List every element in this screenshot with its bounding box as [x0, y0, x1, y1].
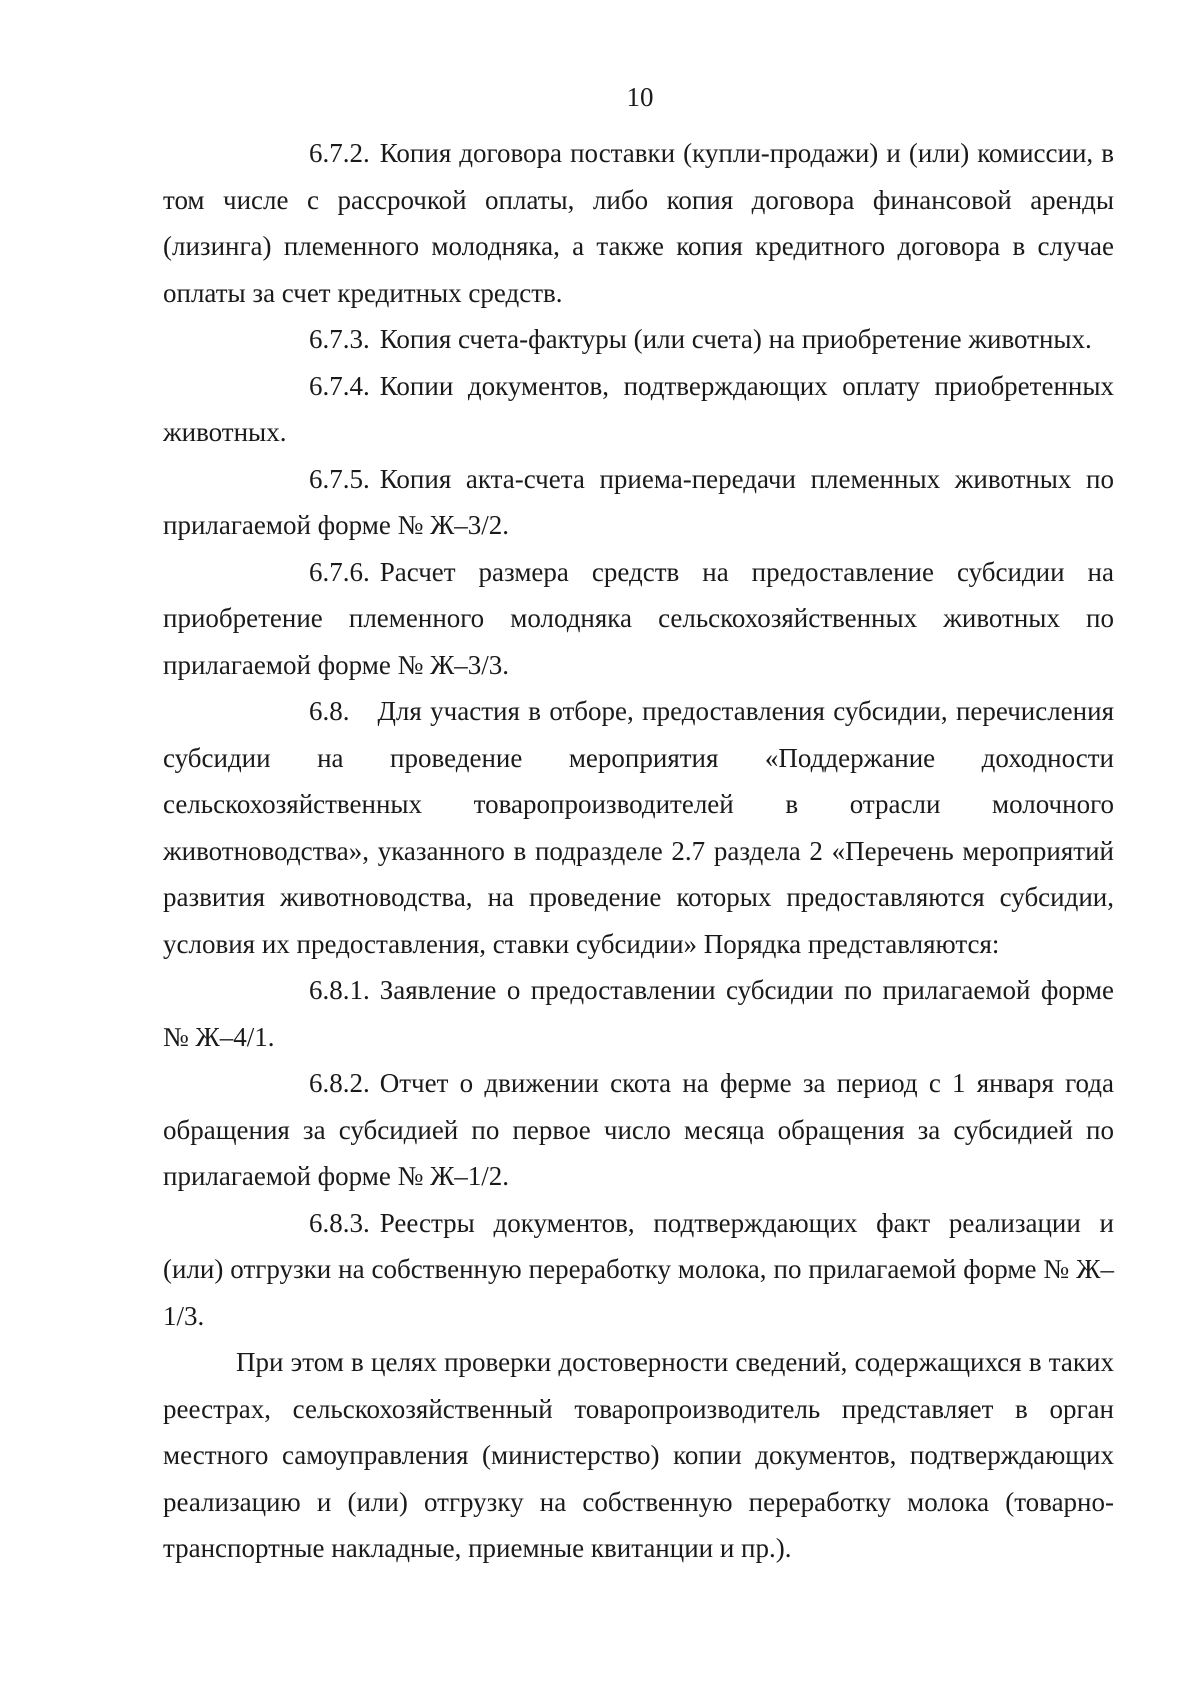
paragraph-6-7-3: [163, 316, 1114, 363]
paragraph-6-7-4: [163, 363, 1114, 456]
paragraph-number: 6.7.4.: [309, 370, 370, 401]
paragraph-text: Реестры документов, подтверждающих факт реализации и (или) отгрузки на собственную переработку молока, по прилагаемой форме № Ж–1/3.: [163, 1207, 1114, 1331]
paragraph-text: Копия договора поставки (купли-продажи) и (или) комиссии, в том числе с рассрочкой оплаты, либо копия договора финансовой аренды (лизинга) племенного молодняка, а также копия кредитного договора в случае оплаты за счет кредитных средств.: [163, 138, 1114, 308]
paragraph-text: Для участия в отборе, предоставления субсидии, перечисления субсидии на проведение мероприятия «Поддержание доходности сельскохозяйственных товаропроизводителей в отрасли молочного животноводства», указанного в подразделе 2.7 раздела 2 «Перечень мероприятий развития животноводства, на проведение которых предоставляются субсидии, условия их предоставления, ставки субсидии» Порядка представляются:: [163, 696, 1114, 959]
paragraph-text: При этом в целях проверки достоверности сведений, содержащихся в таких реестрах, сельскохозяйственный товаропроизводитель представляет в орган местного самоуправления (министерство) копии документов, подтверждающих реализацию и (или) отгрузку на собственную переработку молока (товарно-транспортные накладные, приемные квитанции и пр.).: [163, 1347, 1114, 1563]
paragraph-text: Копия акта-счета приема-передачи племенных животных по прилагаемой форме № Ж–3/2.: [163, 463, 1114, 540]
paragraph-text: Отчет о движении скота на ферме за период с 1 января года обращения за субсидией по первое число месяца обращения за субсидией по прилагаемой форме № Ж–1/2.: [163, 1068, 1114, 1191]
paragraph-number: 6.8.: [309, 696, 350, 726]
paragraph-6-7-6: [163, 549, 1114, 689]
page-number: 10: [626, 82, 654, 112]
paragraph-6-8: [163, 688, 1114, 967]
paragraph-6-8-1: [163, 967, 1114, 1060]
paragraph-number: 6.8.1.: [309, 975, 370, 1005]
paragraph-text: Копия счета-фактуры (или счета) на приобретение животных.: [379, 324, 1092, 354]
paragraph-6-7-5: [163, 456, 1114, 549]
paragraph-note: [163, 1339, 1114, 1572]
paragraph-6-8-2: [163, 1060, 1114, 1200]
paragraph-text: Заявление о предоставлении субсидии по прилагаемой форме № Ж–4/1.: [163, 975, 1114, 1052]
paragraph-number: 6.7.3.: [309, 324, 370, 354]
paragraph-number: 6.7.5.: [309, 463, 370, 494]
paragraph-6-8-3: [163, 1200, 1114, 1340]
paragraph-number: 6.7.6.: [309, 556, 370, 587]
paragraph-number: 6.8.2.: [309, 1068, 370, 1098]
paragraph-number: 6.8.3.: [309, 1207, 370, 1238]
paragraph-text: Копии документов, подтверждающих оплату приобретенных животных.: [163, 370, 1114, 447]
paragraph-text: Расчет размера средств на предоставление субсидии на приобретение племенного молодняка сельскохозяйственных животных по прилагаемой форме № Ж–3/3.: [163, 556, 1114, 680]
document-body: [163, 130, 1114, 1572]
paragraph-number: 6.7.2.: [309, 138, 370, 168]
paragraph-6-7-2: [163, 130, 1114, 316]
